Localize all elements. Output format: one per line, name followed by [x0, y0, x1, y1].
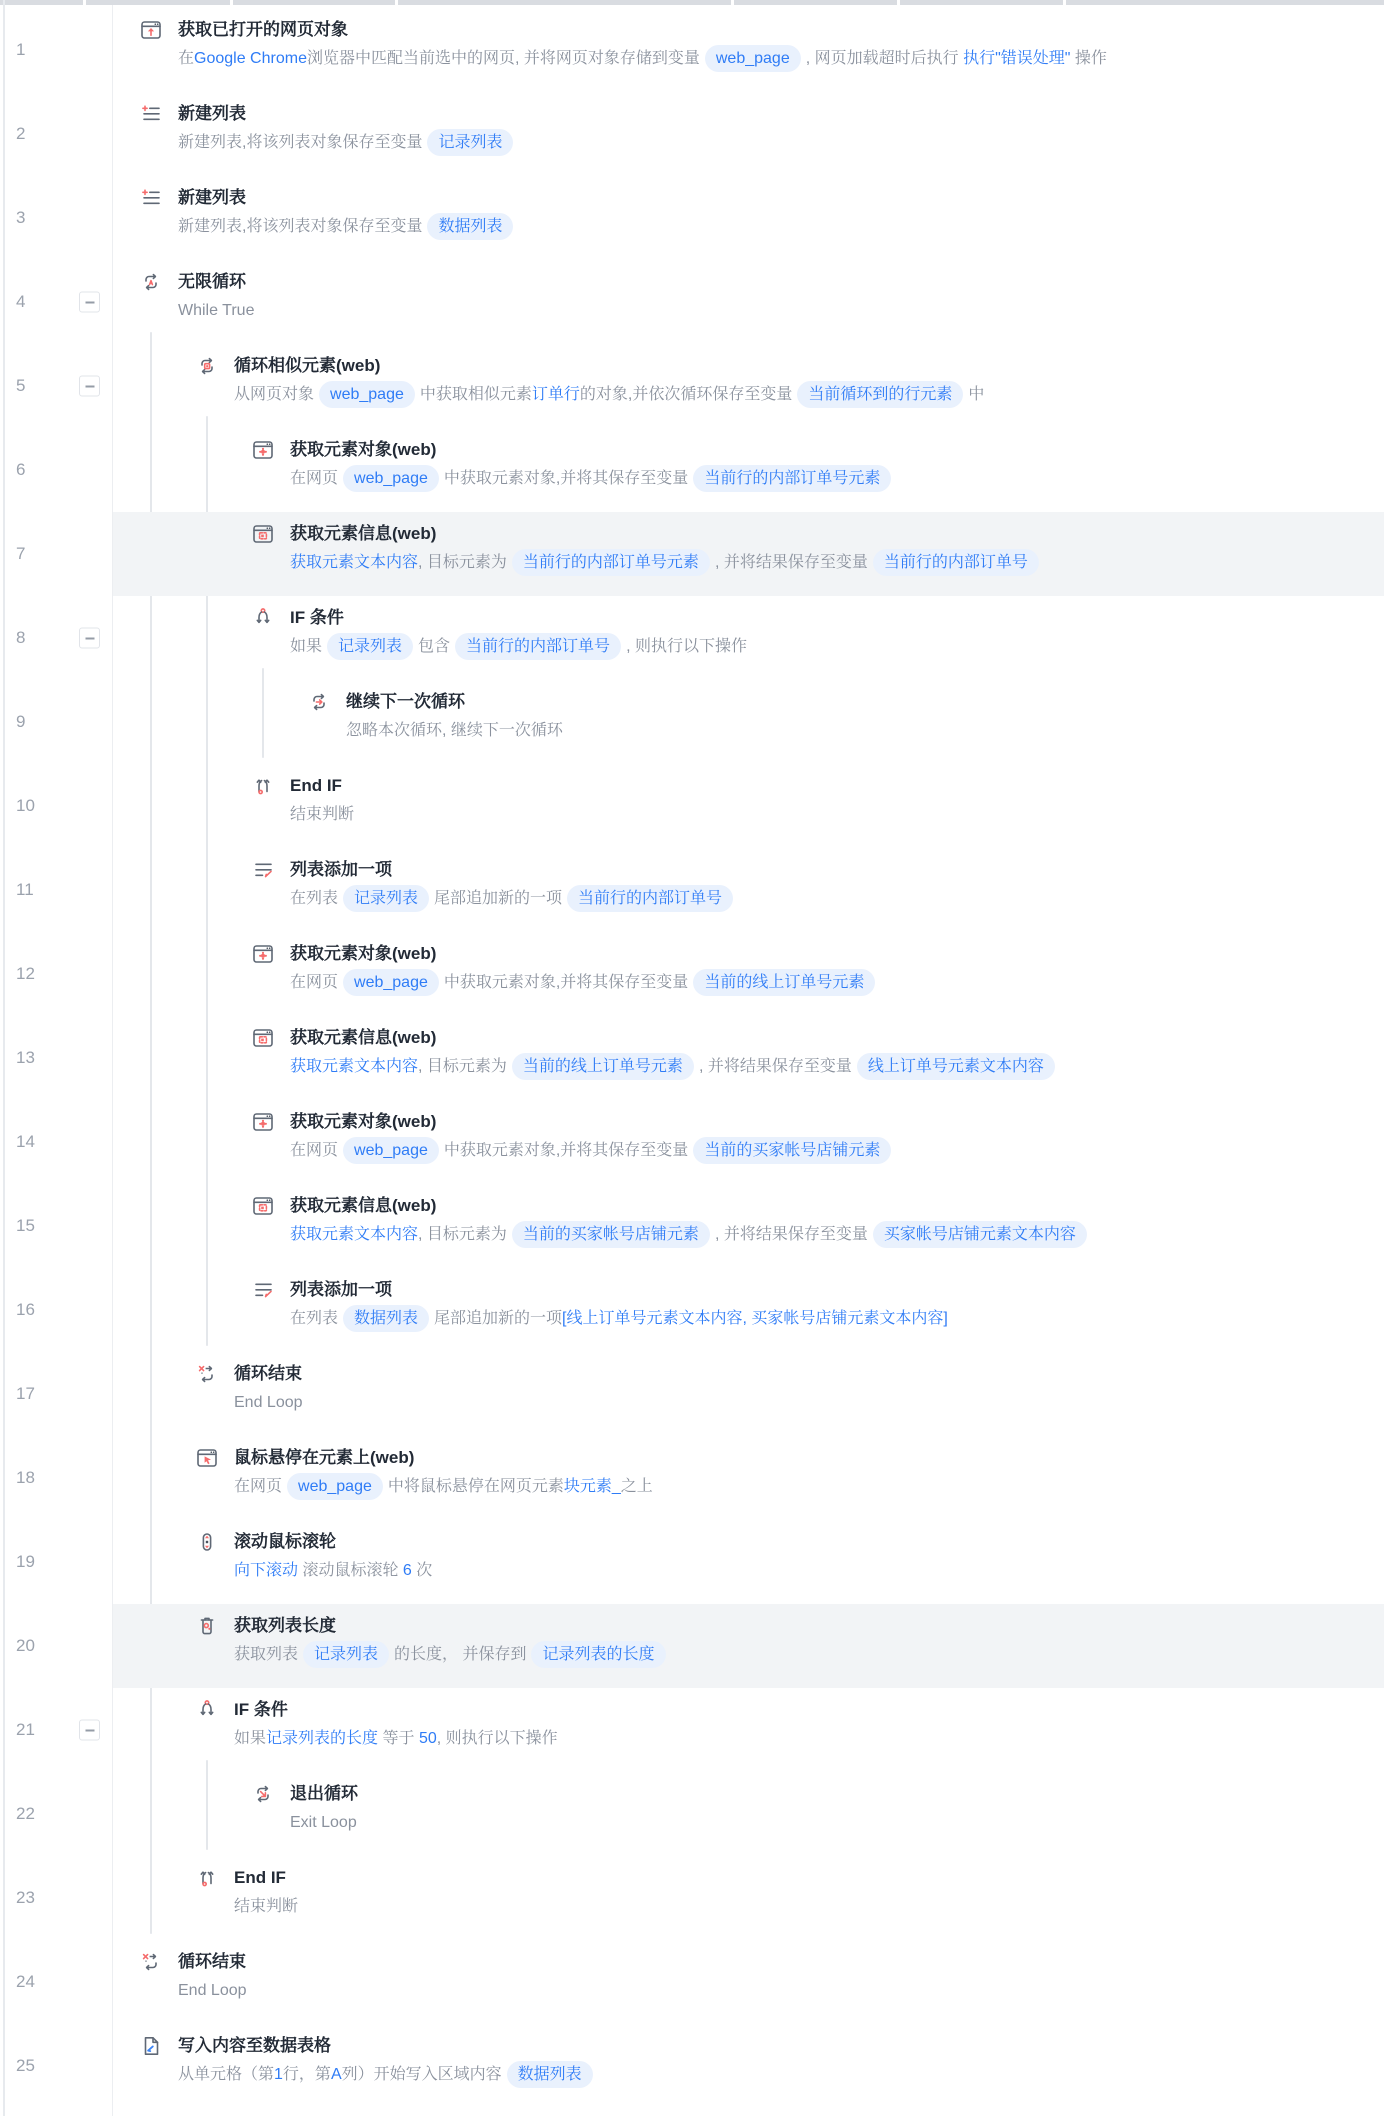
- variable-pill[interactable]: web_page: [705, 45, 801, 72]
- description-text: 如果: [234, 1730, 267, 1747]
- step-number: 2: [16, 124, 26, 143]
- step-text: [178, 2032, 1384, 2090]
- description-text: 列）开始写入区域内容: [341, 2066, 502, 2083]
- step-row[interactable]: [0, 92, 1384, 176]
- step-description: [234, 1387, 1384, 1418]
- step-title: 列表添加一项: [290, 1280, 392, 1299]
- step-number: 7: [16, 544, 26, 563]
- step-text: [290, 1780, 1384, 1838]
- variable-pill[interactable]: 买家帐号店铺元素文本内容: [873, 1221, 1087, 1248]
- step-text: [234, 1696, 1384, 1754]
- description-text: 如果: [290, 638, 323, 655]
- step-row[interactable]: [0, 260, 1384, 344]
- variable-pill[interactable]: 当前行的内部订单号元素: [693, 465, 891, 492]
- variable-pill[interactable]: 线上订单号元素文本内容: [857, 1053, 1055, 1080]
- variable-pill[interactable]: web_page: [343, 1137, 439, 1164]
- step-text: [234, 1528, 1384, 1586]
- description-text: 新建列表,将该列表对象保存至变量: [178, 218, 423, 235]
- description-text: 尾部追加新的一项: [434, 1310, 563, 1327]
- step-text: [290, 604, 1384, 662]
- step-title: IF 条件: [290, 608, 344, 627]
- description-text: 次: [411, 1562, 433, 1579]
- browser-page-icon: [140, 19, 162, 41]
- list-append-icon: [252, 859, 274, 881]
- step-number: 23: [16, 1888, 35, 1907]
- step-description: [234, 1555, 1384, 1586]
- variable-pill[interactable]: 当前行的内部订单号: [873, 549, 1039, 576]
- description-text: 中: [968, 386, 985, 403]
- step-text: [234, 1444, 1384, 1502]
- step-description: [290, 883, 1384, 914]
- description-text: While True: [178, 302, 255, 319]
- variable-pill[interactable]: web_page: [343, 465, 439, 492]
- element-info-icon: [252, 1027, 274, 1049]
- step-text: [290, 520, 1384, 578]
- variable-pill[interactable]: 当前的买家帐号店铺元素: [512, 1221, 710, 1248]
- step-text: [178, 1948, 1384, 2006]
- step-number: 11: [16, 880, 34, 899]
- description-text: 新建列表,将该列表对象保存至变量: [178, 134, 423, 151]
- step-description: [290, 1219, 1384, 1250]
- parameter-link[interactable]: 6: [402, 1562, 412, 1579]
- step-title: 获取已打开的网页对象: [178, 20, 348, 39]
- step-number: 8: [16, 628, 26, 647]
- step-description: [290, 967, 1384, 998]
- step-row[interactable]: [0, 8, 1384, 92]
- description-text: 在网页: [234, 1478, 283, 1495]
- step-row[interactable]: [0, 1352, 1384, 1436]
- step-number: 12: [16, 964, 35, 983]
- minus-icon: [85, 1729, 94, 1731]
- step-row[interactable]: [0, 1016, 1384, 1100]
- step-row[interactable]: [0, 1772, 1384, 1856]
- end-loop-icon: [196, 1363, 218, 1385]
- description-text: 滚动鼠标滚轮: [298, 1562, 403, 1579]
- description-text: 忽略本次循环, 继续下一次循环: [346, 722, 563, 739]
- description-text: 在网页: [290, 470, 339, 487]
- description-text: 在网页: [290, 1142, 339, 1159]
- if-condition-icon: [252, 607, 274, 629]
- end-if-icon: [196, 1867, 218, 1889]
- step-number: 21: [16, 1720, 35, 1739]
- parameter-link[interactable]: 获取元素文本内容: [290, 1226, 419, 1243]
- infinite-loop-icon: [140, 271, 162, 293]
- description-text: 中将鼠标悬停在网页元素: [387, 1478, 564, 1495]
- description-text: 的长度， 并保存到: [394, 1646, 527, 1663]
- step-description: [234, 1639, 1384, 1670]
- variable-pill[interactable]: 记录列表: [343, 885, 429, 912]
- description-text: 中获取元素对象,并将其保存至变量: [443, 974, 689, 991]
- step-description: [346, 715, 1384, 746]
- variable-pill[interactable]: 当前的线上订单号元素: [512, 1053, 694, 1080]
- description-text: 行，第: [282, 2066, 331, 2083]
- step-number: 15: [16, 1216, 35, 1235]
- step-row[interactable]: [0, 428, 1384, 512]
- description-text: , 目标元素为: [418, 1058, 507, 1075]
- step-number: 17: [16, 1384, 35, 1403]
- description-text: Exit Loop: [290, 1814, 357, 1831]
- description-text: , 目标元素为: [418, 554, 507, 571]
- step-text: [234, 1360, 1384, 1418]
- variable-pill[interactable]: 记录列表: [327, 633, 413, 660]
- description-text: 中获取元素对象,并将其保存至变量: [443, 470, 689, 487]
- variable-pill[interactable]: 记录列表的长度: [531, 1641, 665, 1668]
- step-row[interactable]: [0, 176, 1384, 260]
- description-text: , 则执行以下操作: [436, 1730, 558, 1747]
- step-title: 获取元素信息(web): [290, 1196, 437, 1215]
- collapse-toggle-button[interactable]: [79, 1720, 100, 1741]
- description-text: 中获取相似元素: [419, 386, 532, 403]
- step-row[interactable]: [0, 848, 1384, 932]
- description-text: 包含: [418, 638, 451, 655]
- get-element-icon: [252, 943, 274, 965]
- step-row[interactable]: [0, 1184, 1384, 1268]
- step-row[interactable]: [0, 1436, 1384, 1520]
- description-text: 之上: [620, 1478, 653, 1495]
- continue-loop-icon: [308, 691, 330, 713]
- step-title: 获取列表长度: [234, 1616, 336, 1635]
- minus-icon: [85, 637, 94, 639]
- description-text: 浏览器中匹配当前选中的网页, 并将网页对象存储到变量: [306, 50, 700, 67]
- step-title: 鼠标悬停在元素上(web): [234, 1448, 415, 1467]
- end-loop-icon: [140, 1951, 162, 1973]
- parameter-link[interactable]: 记录列表的长度: [266, 1730, 379, 1747]
- parameter-link[interactable]: Google Chrome: [194, 50, 307, 67]
- variable-pill[interactable]: 数据列表: [343, 1305, 429, 1332]
- parameter-link[interactable]: A: [330, 2066, 342, 2083]
- description-text: 获取列表: [234, 1646, 299, 1663]
- clipped-toolbar-strip: [0, 0, 1384, 5]
- scroll-wheel-icon: [196, 1531, 218, 1553]
- description-text: , 并将结果保存至变量: [698, 1058, 852, 1075]
- step-number: 1: [16, 40, 26, 59]
- step-title: 获取元素对象(web): [290, 1112, 437, 1131]
- parameter-link[interactable]: 获取元素文本内容: [290, 1058, 419, 1075]
- step-row[interactable]: [0, 932, 1384, 1016]
- step-title: IF 条件: [234, 1700, 288, 1719]
- step-text: [290, 1024, 1384, 1082]
- step-description: [178, 1975, 1384, 2006]
- variable-pill[interactable]: web_page: [287, 1473, 383, 1500]
- list-new-icon: [140, 103, 162, 125]
- step-number: 20: [16, 1636, 35, 1655]
- step-text: [178, 184, 1384, 242]
- collapse-toggle-button[interactable]: [79, 292, 100, 313]
- variable-pill[interactable]: web_page: [319, 381, 415, 408]
- list-append-icon: [252, 1279, 274, 1301]
- get-element-icon: [252, 1111, 274, 1133]
- description-text: 结束判断: [290, 806, 355, 823]
- step-title: 获取元素对象(web): [290, 944, 437, 963]
- step-description: [178, 211, 1384, 242]
- step-text: [178, 268, 1384, 326]
- description-text: End Loop: [178, 1982, 247, 1999]
- description-text: 从单元格（第: [178, 2066, 275, 2083]
- variable-pill[interactable]: 数据列表: [507, 2061, 593, 2088]
- step-number: 19: [16, 1552, 35, 1571]
- step-description: [290, 631, 1384, 662]
- step-description: [290, 1303, 1384, 1334]
- step-text: [290, 1276, 1384, 1334]
- variable-pill[interactable]: 当前行的内部订单号: [567, 885, 733, 912]
- step-title: 循环结束: [234, 1364, 302, 1383]
- step-description: [234, 379, 1384, 410]
- step-number: 25: [16, 2056, 35, 2075]
- step-title: 获取元素对象(web): [290, 440, 437, 459]
- description-text: 尾部追加新的一项: [434, 890, 563, 907]
- step-title: 新建列表: [178, 188, 246, 207]
- step-description: [290, 1807, 1384, 1838]
- description-text: , 并将结果保存至变量: [714, 1226, 868, 1243]
- step-title: End IF: [234, 1868, 286, 1887]
- step-number: 24: [16, 1972, 35, 1991]
- list-new-icon: [140, 187, 162, 209]
- step-text: [290, 1108, 1384, 1166]
- step-title: 写入内容至数据表格: [178, 2036, 331, 2055]
- step-text: [290, 1192, 1384, 1250]
- step-row[interactable]: [0, 1856, 1384, 1940]
- variable-pill[interactable]: 记录列表: [427, 129, 513, 156]
- parameter-link[interactable]: 块元素_: [563, 1478, 621, 1495]
- step-row[interactable]: [0, 764, 1384, 848]
- step-title: 继续下一次循环: [346, 692, 465, 711]
- collapse-toggle-button[interactable]: [79, 628, 100, 649]
- step-title: 新建列表: [178, 104, 246, 123]
- collapse-toggle-button[interactable]: [79, 376, 100, 397]
- description-text: , 并将结果保存至变量: [714, 554, 868, 571]
- step-title: 获取元素信息(web): [290, 524, 437, 543]
- step-text: [290, 772, 1384, 830]
- step-row[interactable]: [0, 1604, 1384, 1688]
- list-length-icon: [196, 1615, 218, 1637]
- variable-pill[interactable]: 当前循环到的行元素: [797, 381, 963, 408]
- step-title: End IF: [290, 776, 342, 795]
- step-row[interactable]: [0, 2024, 1384, 2108]
- variable-pill[interactable]: web_page: [343, 969, 439, 996]
- step-text: [290, 436, 1384, 494]
- description-text: 从网页对象: [234, 386, 315, 403]
- step-description: [290, 799, 1384, 830]
- description-text: , 则执行以下操作: [626, 638, 747, 655]
- element-info-icon: [252, 523, 274, 545]
- description-text: End Loop: [234, 1394, 303, 1411]
- step-text: [290, 856, 1384, 914]
- parameter-link[interactable]: 1: [274, 2066, 283, 2083]
- step-row[interactable]: [0, 1520, 1384, 1604]
- step-text: [178, 100, 1384, 158]
- description-text: 在: [178, 50, 195, 67]
- variable-pill[interactable]: 记录列表: [303, 1641, 389, 1668]
- description-text: 操作: [1070, 50, 1107, 67]
- step-description: [234, 1471, 1384, 1502]
- description-text: 在列表: [290, 1310, 339, 1327]
- step-title: 循环相似元素(web): [234, 356, 381, 375]
- step-description: [234, 1723, 1384, 1754]
- description-text: 在网页: [290, 974, 339, 991]
- step-description: [290, 1051, 1384, 1082]
- mouse-hover-icon: [196, 1447, 218, 1469]
- step-row[interactable]: [0, 344, 1384, 428]
- step-description: [178, 43, 1384, 74]
- step-number: 5: [16, 376, 26, 395]
- step-description: [178, 295, 1384, 326]
- step-number: 9: [16, 712, 26, 731]
- step-number: 22: [16, 1804, 35, 1823]
- step-number: 18: [16, 1468, 35, 1487]
- get-element-icon: [252, 439, 274, 461]
- description-text: 的对象,并依次循环保存至变量: [579, 386, 793, 403]
- step-description: [234, 1891, 1384, 1922]
- step-description: [290, 547, 1384, 578]
- description-text: 中获取元素对象,并将其保存至变量: [443, 1142, 689, 1159]
- step-number: 10: [16, 796, 35, 815]
- step-description: [290, 463, 1384, 494]
- minus-icon: [85, 385, 94, 387]
- step-description: [178, 2059, 1384, 2090]
- variable-pill[interactable]: 当前的线上订单号元素: [693, 969, 875, 996]
- parameter-link[interactable]: 向下滚动: [234, 1562, 299, 1579]
- loop-similar-elements-icon: [196, 355, 218, 377]
- step-number: 14: [16, 1132, 35, 1151]
- parameter-link[interactable]: 50: [418, 1730, 437, 1747]
- step-title: 获取元素信息(web): [290, 1028, 437, 1047]
- element-info-icon: [252, 1195, 274, 1217]
- step-row[interactable]: [0, 1688, 1384, 1772]
- description-text: 结束判断: [234, 1898, 299, 1915]
- step-number: 13: [16, 1048, 35, 1067]
- step-description: [178, 127, 1384, 158]
- step-title: 退出循环: [290, 1784, 358, 1803]
- description-text: , 目标元素为: [418, 1226, 507, 1243]
- step-description: [290, 1135, 1384, 1166]
- step-title: 列表添加一项: [290, 860, 392, 879]
- parameter-link[interactable]: 执行"错误处理": [963, 50, 1071, 67]
- step-row[interactable]: [0, 512, 1384, 596]
- variable-pill[interactable]: 当前行的内部订单号: [455, 633, 621, 660]
- if-condition-icon: [196, 1699, 218, 1721]
- step-row[interactable]: [0, 1100, 1384, 1184]
- parameter-link[interactable]: 获取元素文本内容: [290, 554, 419, 571]
- step-text: [234, 352, 1384, 410]
- write-sheet-icon: [140, 2035, 162, 2057]
- step-text: [178, 16, 1384, 74]
- variable-pill[interactable]: 当前行的内部订单号元素: [512, 549, 710, 576]
- parameter-link[interactable]: [线上订单号元素文本内容, 买家帐号店铺元素文本内容]: [562, 1310, 948, 1327]
- step-text: [346, 688, 1384, 746]
- description-text: 等于: [378, 1730, 419, 1747]
- step-title: 循环结束: [178, 1952, 246, 1971]
- description-text: 在列表: [290, 890, 339, 907]
- step-row[interactable]: [0, 680, 1384, 764]
- step-number: 6: [16, 460, 26, 479]
- step-row[interactable]: [0, 1268, 1384, 1352]
- variable-pill[interactable]: 当前的买家帐号店铺元素: [693, 1137, 891, 1164]
- step-number: 4: [16, 292, 26, 311]
- step-text: [234, 1864, 1384, 1922]
- variable-pill[interactable]: 数据列表: [427, 213, 513, 240]
- step-text: [234, 1612, 1384, 1670]
- step-title: 滚动鼠标滚轮: [234, 1532, 336, 1551]
- step-title: 无限循环: [178, 272, 246, 291]
- description-text: , 网页加载超时后执行: [805, 50, 964, 67]
- parameter-link[interactable]: 订单行: [531, 386, 580, 403]
- step-row[interactable]: [0, 596, 1384, 680]
- step-text: [290, 940, 1384, 998]
- minus-icon: [85, 301, 94, 303]
- exit-loop-icon: [252, 1783, 274, 1805]
- step-number: 16: [16, 1300, 35, 1319]
- step-row[interactable]: [0, 1940, 1384, 2024]
- end-if-icon: [252, 775, 274, 797]
- step-number: 3: [16, 208, 26, 227]
